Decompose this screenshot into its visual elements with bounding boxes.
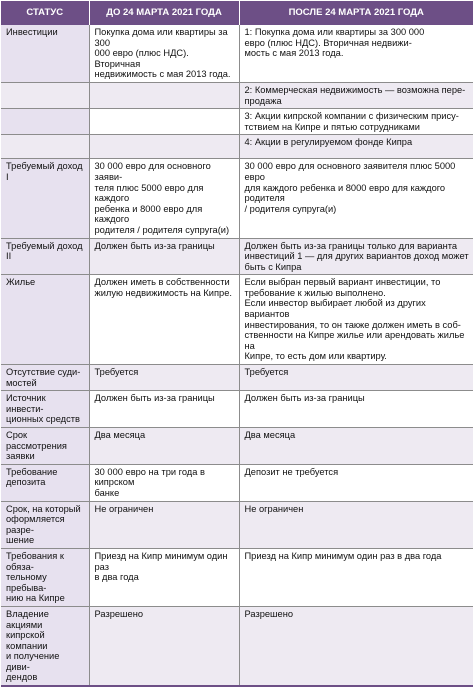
cell-text: в два года (94, 572, 139, 583)
cell-status (1, 238, 89, 275)
cell-after (239, 365, 473, 391)
cell-after (239, 501, 473, 548)
table-row (1, 428, 473, 465)
cell-status (1, 135, 89, 159)
cell-text: оформляется разре- (6, 514, 65, 535)
cell-before (89, 238, 239, 275)
cell-text: недвижимость с мая 2013 года. (94, 69, 231, 80)
cell-text: депозита (6, 477, 46, 488)
cell-text: Инвестиции (6, 27, 58, 37)
cell-status (1, 606, 89, 686)
cell-text: требование к жилью выполнено. (244, 287, 386, 298)
cell-after (239, 428, 473, 465)
cell-status (1, 25, 89, 82)
header-before: ДО 24 МАРТА 2021 ГОДА (89, 1, 239, 25)
cell-text: Владение акциями (6, 608, 49, 630)
cell-before (89, 275, 239, 365)
cell-text: Требуется (94, 367, 139, 378)
cell-text: мостей (6, 377, 37, 388)
cell-text: Покупка дома или квартиры за 300 (94, 27, 228, 48)
cell-before (89, 109, 239, 135)
cell-after (239, 135, 473, 159)
cell-text: 1: Покупка дома или квартиры за 300 000 (244, 27, 425, 37)
cell-text: жилую недвижимость на Кипре. (94, 287, 232, 298)
cell-after (239, 238, 473, 275)
cell-text: Депозит не требуется (244, 466, 339, 477)
table-row (1, 606, 473, 686)
cell-after (239, 464, 473, 501)
cell-status (1, 159, 89, 238)
cell-text: 30 000 евро для основного заявителя плюс 5000 евро (244, 161, 456, 182)
cell-text: Источник инвести- (6, 393, 46, 414)
cell-text: и получение диви- (6, 651, 60, 672)
cell-after (239, 25, 473, 82)
cell-text: Отсутствие суди- (6, 367, 81, 378)
header-status: СТАТУС (1, 1, 89, 25)
cell-text: Требуемый доход II (6, 240, 83, 262)
cell-text: Срок, на который (6, 503, 81, 514)
cell-text: 2: Коммерческая недвижимость — возможна пере- (244, 84, 466, 95)
cell-text: 30 000 евро на три года в кипрском (94, 466, 205, 488)
cell-before (89, 606, 239, 686)
cell-text: кипрской компании (6, 630, 48, 651)
cell-before (89, 82, 239, 108)
cell-text: Требуемый доход I (6, 161, 83, 182)
cell-before (89, 501, 239, 548)
cell-status (1, 501, 89, 548)
cell-status (1, 464, 89, 501)
table-row (1, 135, 473, 159)
cell-text: шение (6, 535, 35, 546)
cell-text: ственности на Кипре жилье или арендовать жилье на (244, 330, 465, 351)
cell-text: Должен иметь в собственности (94, 277, 230, 288)
table-row (1, 464, 473, 501)
cell-text: Должен быть из-за границы (94, 393, 215, 404)
cell-text: Если инвестор выбирает любой из других вариантов (244, 298, 426, 320)
table-row (1, 109, 473, 135)
cell-text: инвестирования, то он также должен иметь в соб- (244, 319, 461, 330)
table-row (1, 82, 473, 108)
comparison-table (1, 1, 473, 687)
cell-text: 30 000 евро для основного заяви- (94, 161, 211, 182)
cell-status (1, 365, 89, 391)
cell-after (239, 82, 473, 108)
cell-text: Должен быть из-за границы (94, 240, 215, 251)
cell-text: ционных средств (6, 414, 80, 425)
cell-text: Если выбран первый вариант инвестиции, то (244, 277, 441, 288)
cell-text: / родителя супруга(и) (244, 203, 337, 214)
cell-text: быть с Кипра (244, 261, 302, 272)
cell-text: родителя / родителя супруга(и) (94, 224, 230, 235)
cell-text: 3: Акции кипрской компании с физическим прису- (244, 111, 459, 122)
cell-status (1, 548, 89, 606)
table-row (1, 238, 473, 275)
cell-text: Срок рассмотрения (6, 430, 67, 451)
table-row (1, 548, 473, 606)
cell-before (89, 548, 239, 606)
cell-text: 4: Акции в регулируемом фонде Кипра (244, 137, 413, 148)
header-row (1, 1, 473, 25)
cell-text: Жилье (6, 277, 36, 288)
comparison-table-container (1, 1, 473, 687)
cell-before (89, 391, 239, 428)
cell-text: Кипре, то есть дом или квартиру. (244, 351, 387, 362)
cell-text: Требования к обяза- (6, 550, 64, 572)
cell-status (1, 428, 89, 465)
cell-text: Не ограничен (94, 503, 154, 514)
cell-text: нию на Кипре (6, 593, 65, 604)
cell-before (89, 365, 239, 391)
table-row (1, 391, 473, 428)
cell-text: тствием на Кипре и пятью сотрудниками (244, 121, 420, 132)
cell-text: банке (94, 487, 120, 498)
cell-text: мость с мая 2013 года. (244, 48, 344, 59)
cell-status (1, 82, 89, 108)
table-row (1, 501, 473, 548)
cell-text: Не ограничен (244, 503, 304, 514)
cell-text: Разрешено (94, 608, 143, 619)
cell-text: Требуется (244, 367, 289, 378)
cell-text: заявки (6, 451, 35, 462)
cell-text: Два месяца (244, 430, 296, 440)
cell-status (1, 275, 89, 365)
cell-before (89, 464, 239, 501)
cell-status (1, 109, 89, 135)
cell-before (89, 25, 239, 82)
table-body (1, 25, 473, 686)
cell-before (89, 159, 239, 238)
table-row (1, 365, 473, 391)
cell-after (239, 159, 473, 238)
cell-text: теля плюс 5000 евро для каждого (94, 182, 204, 204)
cell-text: Требование (6, 466, 58, 477)
table-row (1, 25, 473, 82)
cell-text: Два месяца (94, 430, 146, 440)
cell-text: Должен быть из-за границы (244, 393, 365, 404)
cell-text: евро (плюс НДС). Вторичная недвижи- (244, 37, 412, 48)
cell-text: Разрешено (244, 608, 293, 619)
cell-status (1, 391, 89, 428)
cell-text: Должен быть из-за границы только для варианта (244, 240, 458, 251)
cell-text: для каждого ребенка и 8000 евро для каждого родителя (244, 182, 446, 204)
table-row (1, 275, 473, 365)
cell-text: продажа (244, 95, 282, 106)
cell-after (239, 606, 473, 686)
cell-text: ребенка и 8000 евро для каждого (94, 203, 203, 225)
cell-after (239, 391, 473, 428)
cell-after (239, 275, 473, 365)
cell-text: инвестиций 1 — для других вариантов доход может (244, 251, 469, 262)
cell-text: Приезд на Кипр минимум один раз (94, 550, 228, 572)
cell-text: дендов (6, 672, 38, 683)
cell-text: Приезд на Кипр минимум один раз в два года (244, 550, 442, 561)
cell-before (89, 135, 239, 159)
table-row (1, 159, 473, 238)
cell-text: тельному пребыва- (6, 572, 47, 593)
cell-after (239, 548, 473, 606)
cell-after (239, 109, 473, 135)
cell-text: 000 евро (плюс НДС). Вторичная (94, 48, 189, 69)
header-after: ПОСЛЕ 24 МАРТА 2021 ГОДА (239, 1, 473, 25)
cell-before (89, 428, 239, 465)
